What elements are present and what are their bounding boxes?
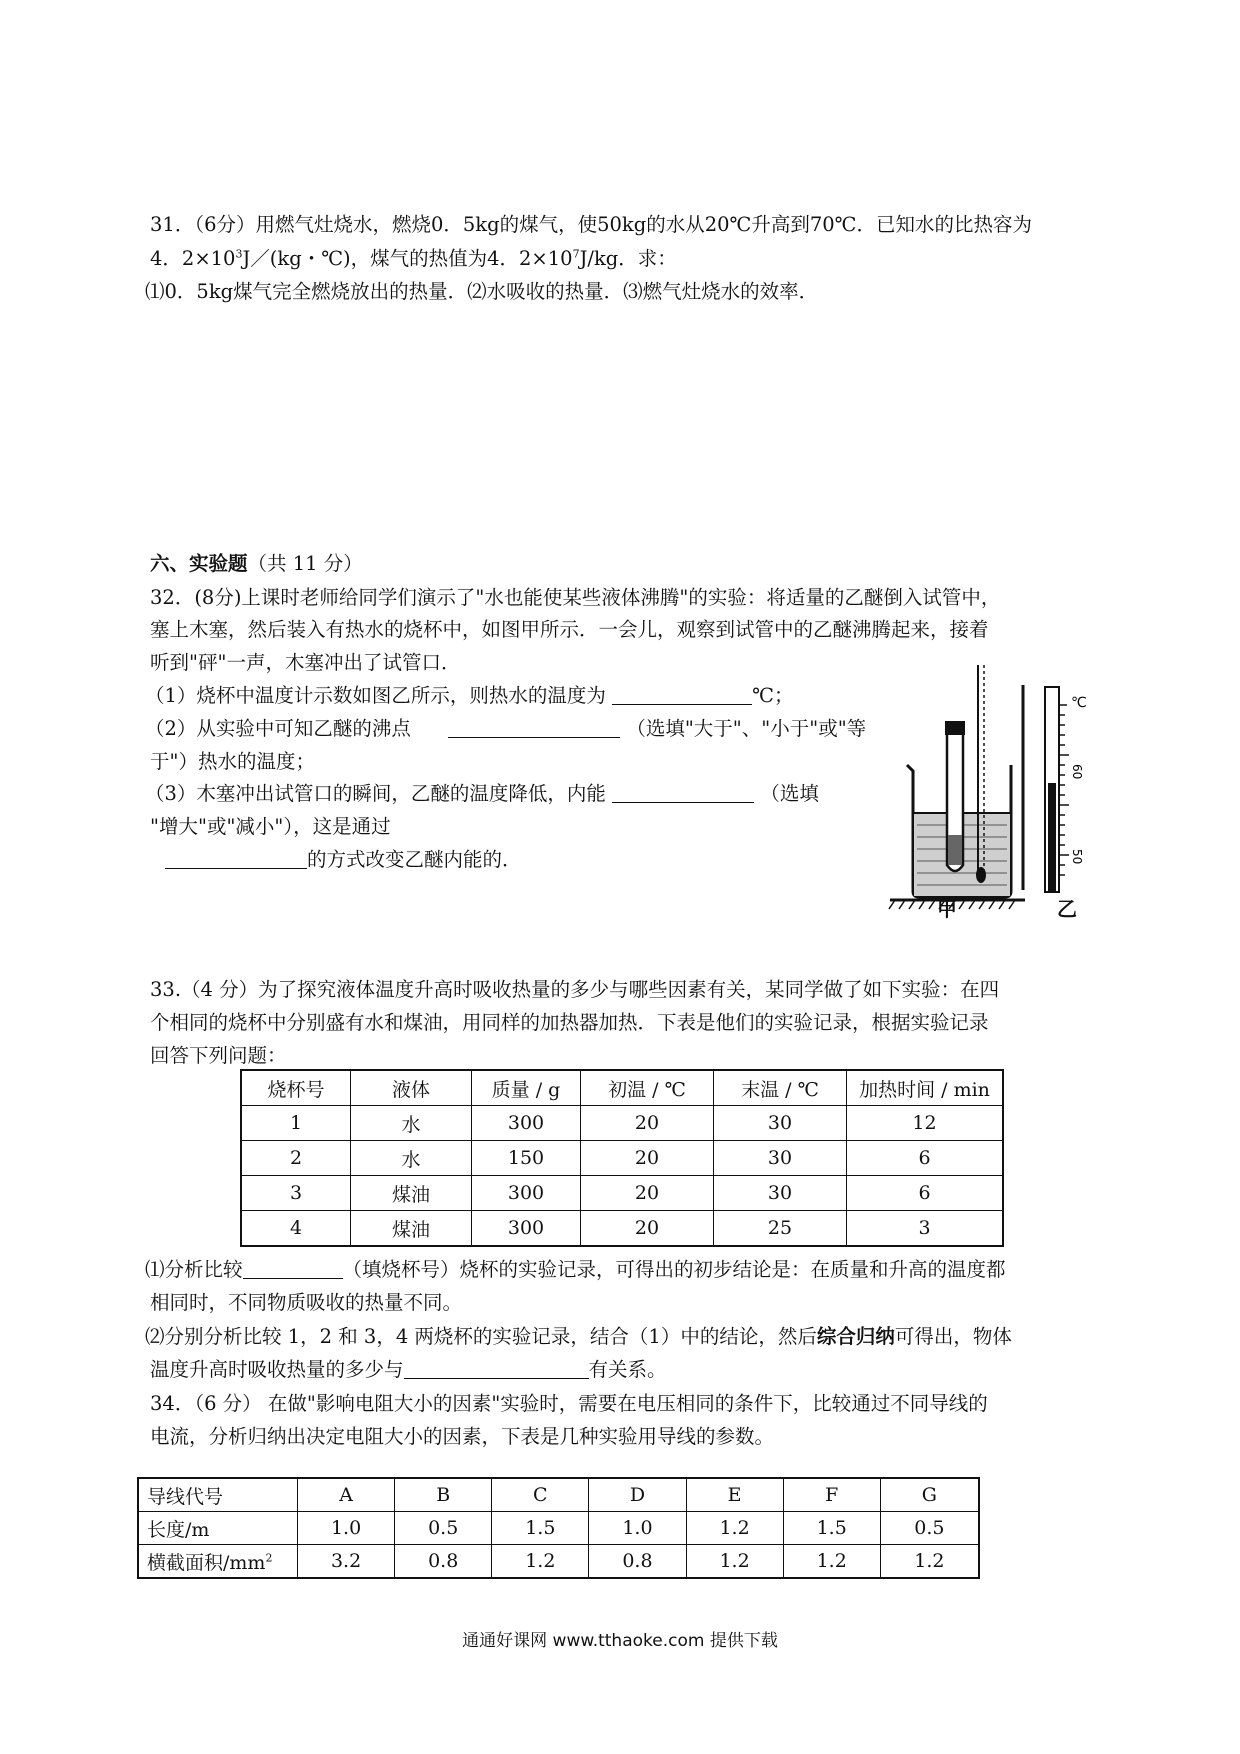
- table-header: 加热时间 / min: [847, 1070, 1004, 1106]
- table-cell: 12: [847, 1106, 1004, 1141]
- q32-part2: [145, 716, 866, 742]
- table-cell: 6: [847, 1176, 1004, 1211]
- q33-line1: 33.（4 分）为了探究液体温度升高时吸收热量的多少与哪些因素有关，某同学做了如下实验：在四: [150, 978, 1000, 1001]
- table-cell: B: [395, 1478, 492, 1512]
- table-header: 初温 / ℃: [581, 1070, 714, 1106]
- table-cell: F: [783, 1478, 880, 1512]
- q31-line1: 31．（6分）用燃气灶烧水，燃烧0．5kg的煤气，使50kg的水从20℃升高到70℃．已知水的比热容为: [150, 213, 1032, 236]
- q32-text: （选填"大于"、"小于"或"等: [626, 717, 867, 740]
- table-header: 质量 / g: [472, 1070, 581, 1106]
- q32-line2: 塞上木塞，然后装入有热水的烧杯中，如图甲所示．一会儿，观察到试管中的乙醚沸腾起来，接着: [150, 618, 989, 641]
- table-row: [138, 1512, 979, 1545]
- q32-part2-cont: 于"）热水的温度；: [150, 750, 315, 773]
- thermometer-illustration: [1023, 685, 1087, 892]
- table-cell: 1.2: [686, 1512, 783, 1545]
- section-score: （共 11 分）: [247, 552, 363, 575]
- beaker-thermometer-diagram: [885, 665, 1095, 920]
- figure-label-yi: 乙: [1057, 897, 1077, 921]
- q32-text: （选填: [760, 782, 819, 805]
- table-cell: 30: [714, 1176, 847, 1211]
- table-cell: 水: [351, 1141, 472, 1176]
- table-cell: 300: [472, 1176, 581, 1211]
- table-cell: 4: [241, 1211, 351, 1247]
- table-cell: 1.5: [783, 1512, 880, 1545]
- q33-text: ⑴分析比较: [145, 1258, 243, 1281]
- q33-emphasis: 综合归纳: [816, 1325, 895, 1348]
- table-cell: 2: [241, 1141, 351, 1176]
- thermometer-unit: ℃: [1071, 695, 1087, 711]
- area-sup: 2: [265, 1551, 273, 1565]
- table-row: [241, 1176, 1003, 1211]
- table-cell: 30: [714, 1141, 847, 1176]
- q33-part1-cont: 相同时，不同物质吸收的热量不同。: [150, 1291, 463, 1314]
- q33-part2: [145, 1324, 1012, 1350]
- table-cell: 300: [472, 1211, 581, 1247]
- thermometer-tick-60: 60: [1070, 764, 1084, 780]
- q31-sup: 7: [572, 247, 580, 261]
- table-row: [241, 1141, 1003, 1176]
- table-cell: 0.8: [589, 1545, 686, 1579]
- q31-line3: ⑴0．5kg煤气完全燃烧放出的热量．⑵水吸收的热量．⑶燃气灶烧水的效率．: [145, 280, 819, 303]
- table-header: 末温 / ℃: [714, 1070, 847, 1106]
- answer-blank[interactable]: [404, 1358, 589, 1379]
- table-cell: 1: [241, 1106, 351, 1141]
- table-cell: 25: [714, 1211, 847, 1247]
- table-row: [241, 1106, 1003, 1141]
- q33-line2: 个相同的烧杯中分别盛有水和煤油，用同样的加热器加热．下表是他们的实验记录，根据实验记录: [150, 1011, 989, 1034]
- answer-blank[interactable]: [243, 1258, 343, 1279]
- table-cell: 0.5: [880, 1512, 979, 1545]
- table-cell: A: [298, 1478, 395, 1512]
- table-cell: 6: [847, 1141, 1004, 1176]
- table-cell: 水: [351, 1106, 472, 1141]
- q33-line3: 回答下列问题：: [150, 1044, 287, 1067]
- q34-line1: 34．（6 分） 在做"影响电阻大小的因素"实验时，需要在电压相同的条件下，比较通过不同导线的: [150, 1392, 988, 1415]
- page-footer: 通通好课网 www.tthaoke.com 提供下载: [462, 1631, 778, 1651]
- table-row-header: [138, 1545, 298, 1579]
- table-cell: G: [880, 1478, 979, 1512]
- q32-part3: [145, 781, 819, 807]
- section-heading: [150, 551, 363, 577]
- table-cell: 20: [581, 1106, 714, 1141]
- table-cell: 1.2: [880, 1545, 979, 1579]
- q33-text: 可得出，物体: [894, 1325, 1012, 1348]
- table-cell: 1.2: [783, 1545, 880, 1579]
- q33-table: [240, 1069, 1004, 1247]
- table-cell: 20: [581, 1211, 714, 1247]
- q33-part2-cont: [150, 1357, 667, 1383]
- q32-text: （1）烧杯中温度计示数如图乙所示，则热水的温度为: [145, 684, 606, 707]
- table-cell: 30: [714, 1106, 847, 1141]
- table-cell: 1.2: [686, 1545, 783, 1579]
- table-cell: 1.2: [492, 1545, 589, 1579]
- q32-part3-cont: "增大"或"减小"），这是通过: [150, 815, 391, 838]
- q31-text: J／(kg・℃)，煤气的热值为4．2×10: [242, 247, 573, 270]
- q33-text: 温度升高时吸收热量的多少与: [150, 1358, 404, 1381]
- q33-text: （填烧杯号）烧杯的实验记录，可得出的初步结论是：在质量和升高的温度都: [342, 1258, 1006, 1281]
- table-row-header: 长度/m: [138, 1512, 298, 1545]
- area-label: 横截面积/mm: [147, 1551, 266, 1574]
- q32-text: （3）木塞冲出试管口的瞬间，乙醚的温度降低，内能: [145, 782, 606, 805]
- answer-blank[interactable]: [448, 717, 620, 738]
- answer-blank[interactable]: [165, 848, 307, 869]
- thermometer-tick-50: 50: [1070, 849, 1084, 865]
- table-cell: 1.5: [492, 1512, 589, 1545]
- q32-line3: 听到"砰"一声，木塞冲出了试管口．: [150, 651, 461, 674]
- table-header: 液体: [351, 1070, 472, 1106]
- beaker-illustration: [889, 665, 1025, 909]
- q31-text: 4．2×10: [150, 247, 236, 270]
- table-cell: 150: [472, 1141, 581, 1176]
- table-cell: 煤油: [351, 1211, 472, 1247]
- q34-line2: 电流，分析归纳出决定电阻大小的因素，下表是几种实验用导线的参数。: [150, 1425, 775, 1448]
- table-row: [138, 1478, 979, 1512]
- table-row-header: 导线代号: [138, 1478, 298, 1512]
- table-cell: 3.2: [298, 1545, 395, 1579]
- table-cell: E: [686, 1478, 783, 1512]
- q33-text: 有关系。: [588, 1358, 667, 1381]
- table-cell: 20: [581, 1141, 714, 1176]
- q32-text: （2）从实验中可知乙醚的沸点: [145, 717, 411, 740]
- q32-text: ℃；: [752, 684, 794, 707]
- table-cell: D: [589, 1478, 686, 1512]
- q32-part1: [145, 683, 793, 709]
- q31-text: J/kg．求：: [579, 247, 677, 270]
- answer-blank[interactable]: [612, 684, 752, 705]
- experiment-figure: [885, 665, 1095, 924]
- table-cell: 3: [241, 1176, 351, 1211]
- table-row: [138, 1545, 979, 1579]
- table-cell: 20: [581, 1176, 714, 1211]
- q34-table: [137, 1477, 980, 1579]
- table-cell: 1.0: [589, 1512, 686, 1545]
- q32-part3-end: [165, 847, 522, 873]
- q32-text: 的方式改变乙醚内能的．: [307, 848, 522, 871]
- q31-sup: 3: [235, 247, 243, 261]
- answer-blank[interactable]: [612, 782, 754, 803]
- table-cell: 煤油: [351, 1176, 472, 1211]
- table-row: [241, 1211, 1003, 1247]
- q32-line1: 32．(8分)上课时老师给同学们演示了"水也能使某些液体沸腾"的实验：将适量的乙醚倒入试管中，: [150, 586, 1001, 609]
- q33-part1: [145, 1257, 1006, 1283]
- q31-line2: [150, 246, 677, 272]
- table-cell: 3: [847, 1211, 1004, 1247]
- table-header-row: [241, 1070, 1003, 1106]
- table-cell: C: [492, 1478, 589, 1512]
- q33-text: ⑵分别分析比较 1，2 和 3，4 两烧杯的实验记录，结合（1）中的结论，然后: [145, 1325, 817, 1348]
- section-title: 六、实验题: [150, 552, 248, 575]
- figure-label-jia: 甲: [937, 897, 957, 921]
- table-cell: 1.0: [298, 1512, 395, 1545]
- table-header: 烧杯号: [241, 1070, 351, 1106]
- table-cell: 0.8: [395, 1545, 492, 1579]
- table-cell: 0.5: [395, 1512, 492, 1545]
- table-cell: 300: [472, 1106, 581, 1141]
